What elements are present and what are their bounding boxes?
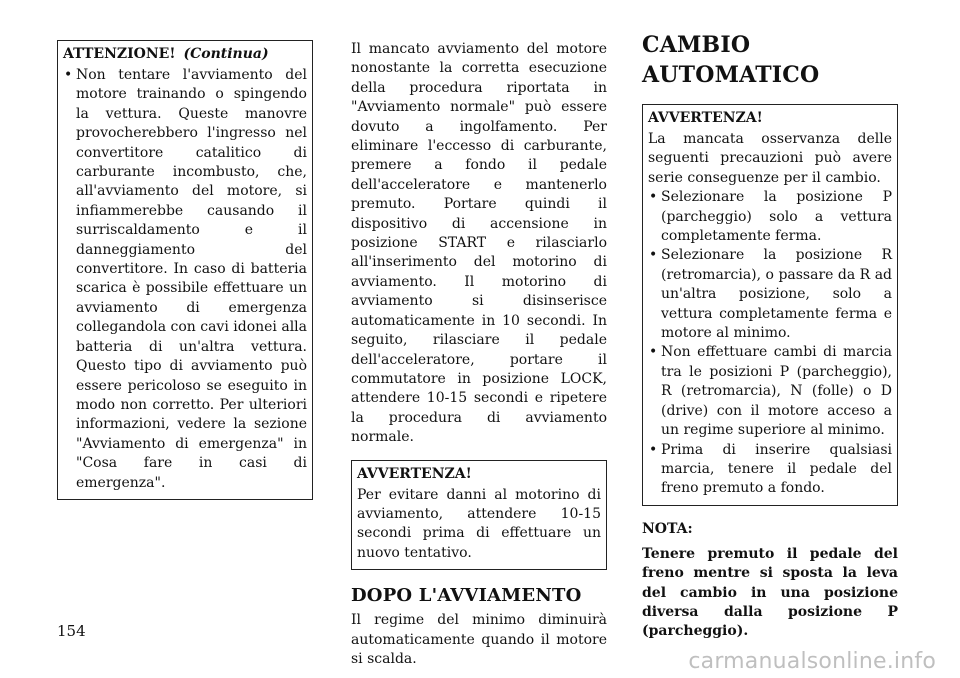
- section-title-after-start: DOPO L'AVVIAMENTO: [351, 585, 582, 607]
- list-item: • Non tentare l'avviamento del motore trainando o spingendo la vettura. Queste manovre provocherebbero l'ingresso nel convertitore catalitico di carburante incombusto, che, all'avviamento del motore, si infiammerebbe causando il surriscaldamento e il danneggiamento del convertitore. In caso di batteria scarica è possibile effettuare un avviamento di emergenza collegandola con cavi idonei alla batteria di un'altra vettura. Questo tipo di avviamento può essere pericoloso se eseguito in modo non corretto. Per ulteriori informazioni, vedere la sezione "Avviamento di emergenza" in "Cosa fare in casi di emergenza".: [64, 67, 308, 491]
- section-text-after-start: Il regime del minimo diminuirà automaticamente quando il motore si scalda.: [351, 612, 607, 667]
- note-label: NOTA:: [642, 520, 693, 537]
- note-text: Tenere premuto il pedale del freno mentre si sposta la leva del cambio in una posizione diversa dalla posizione P (parcheggio).: [642, 545, 898, 640]
- left-column: [57, 40, 313, 500]
- right-column: [642, 30, 898, 642]
- attention-box-title: ATTENZIONE! (Continua): [63, 46, 269, 62]
- attention-box: [57, 40, 313, 500]
- warning-box: [351, 460, 607, 571]
- watermark: carmanualsonline.info: [688, 649, 936, 674]
- transmission-warning-title: AVVERTENZA!: [648, 110, 763, 126]
- page-number: 154: [57, 622, 86, 640]
- warning-text: Per evitare danni al motorino di avviamento, attendere 10-15 secondi prima di effettuare un nuovo tentativo.: [357, 486, 601, 561]
- continued-label: (Continua): [183, 46, 269, 62]
- list-item: • Selezionare la posizione R (retromarcia), o passare da R ad un'altra posizione, solo a vettura completamente ferma e motore al minimo.: [649, 247, 892, 342]
- list-item: • Selezionare la posizione P (parcheggio) solo a vettura completamente ferma.: [649, 189, 892, 245]
- middle-column: [351, 40, 607, 669]
- list-item: • Prima di inserire qualsiasi marcia, tenere il pedale del freno premuto a fondo.: [649, 441, 892, 497]
- section-title-automatic-transmission: CAMBIO AUTOMATICO: [642, 32, 820, 88]
- transmission-warning-intro: La mancata osservanza delle seguenti precauzioni può avere serie conseguenze per il cambio.: [648, 131, 892, 186]
- warning-title: AVVERTENZA!: [357, 465, 472, 482]
- transmission-warning-list: [648, 188, 892, 499]
- list-item: • Non effettuare cambi di marcia tra le posizioni P (parcheggio), R (retromarcia), N (folle) o D (drive) con il motore acceso a un regime superiore al minimo.: [649, 344, 892, 439]
- attention-list: [63, 66, 307, 493]
- body-paragraph: Il mancato avviamento del motore nonostante la corretta esecuzione della procedura riportata in "Avviamento normale" può essere dovuto a ingolfamento. Per eliminare l'eccesso di carburante, premere a fondo il pedale dell'acceleratore e mantenerlo premuto. Portare quindi il dispositivo di accensione in posizione START e rilasciarlo all'inserimento del motorino di avviamento. Il motorino di avviamento si disinserisce automaticamente in 10 secondi. In seguito, rilasciare il pedale dell'acceleratore, portare il commutatore in posizione LOCK, attendere 10-15 secondi e ripetere la procedura di avviamento normale.: [351, 41, 607, 446]
- transmission-warning-box: [642, 104, 898, 506]
